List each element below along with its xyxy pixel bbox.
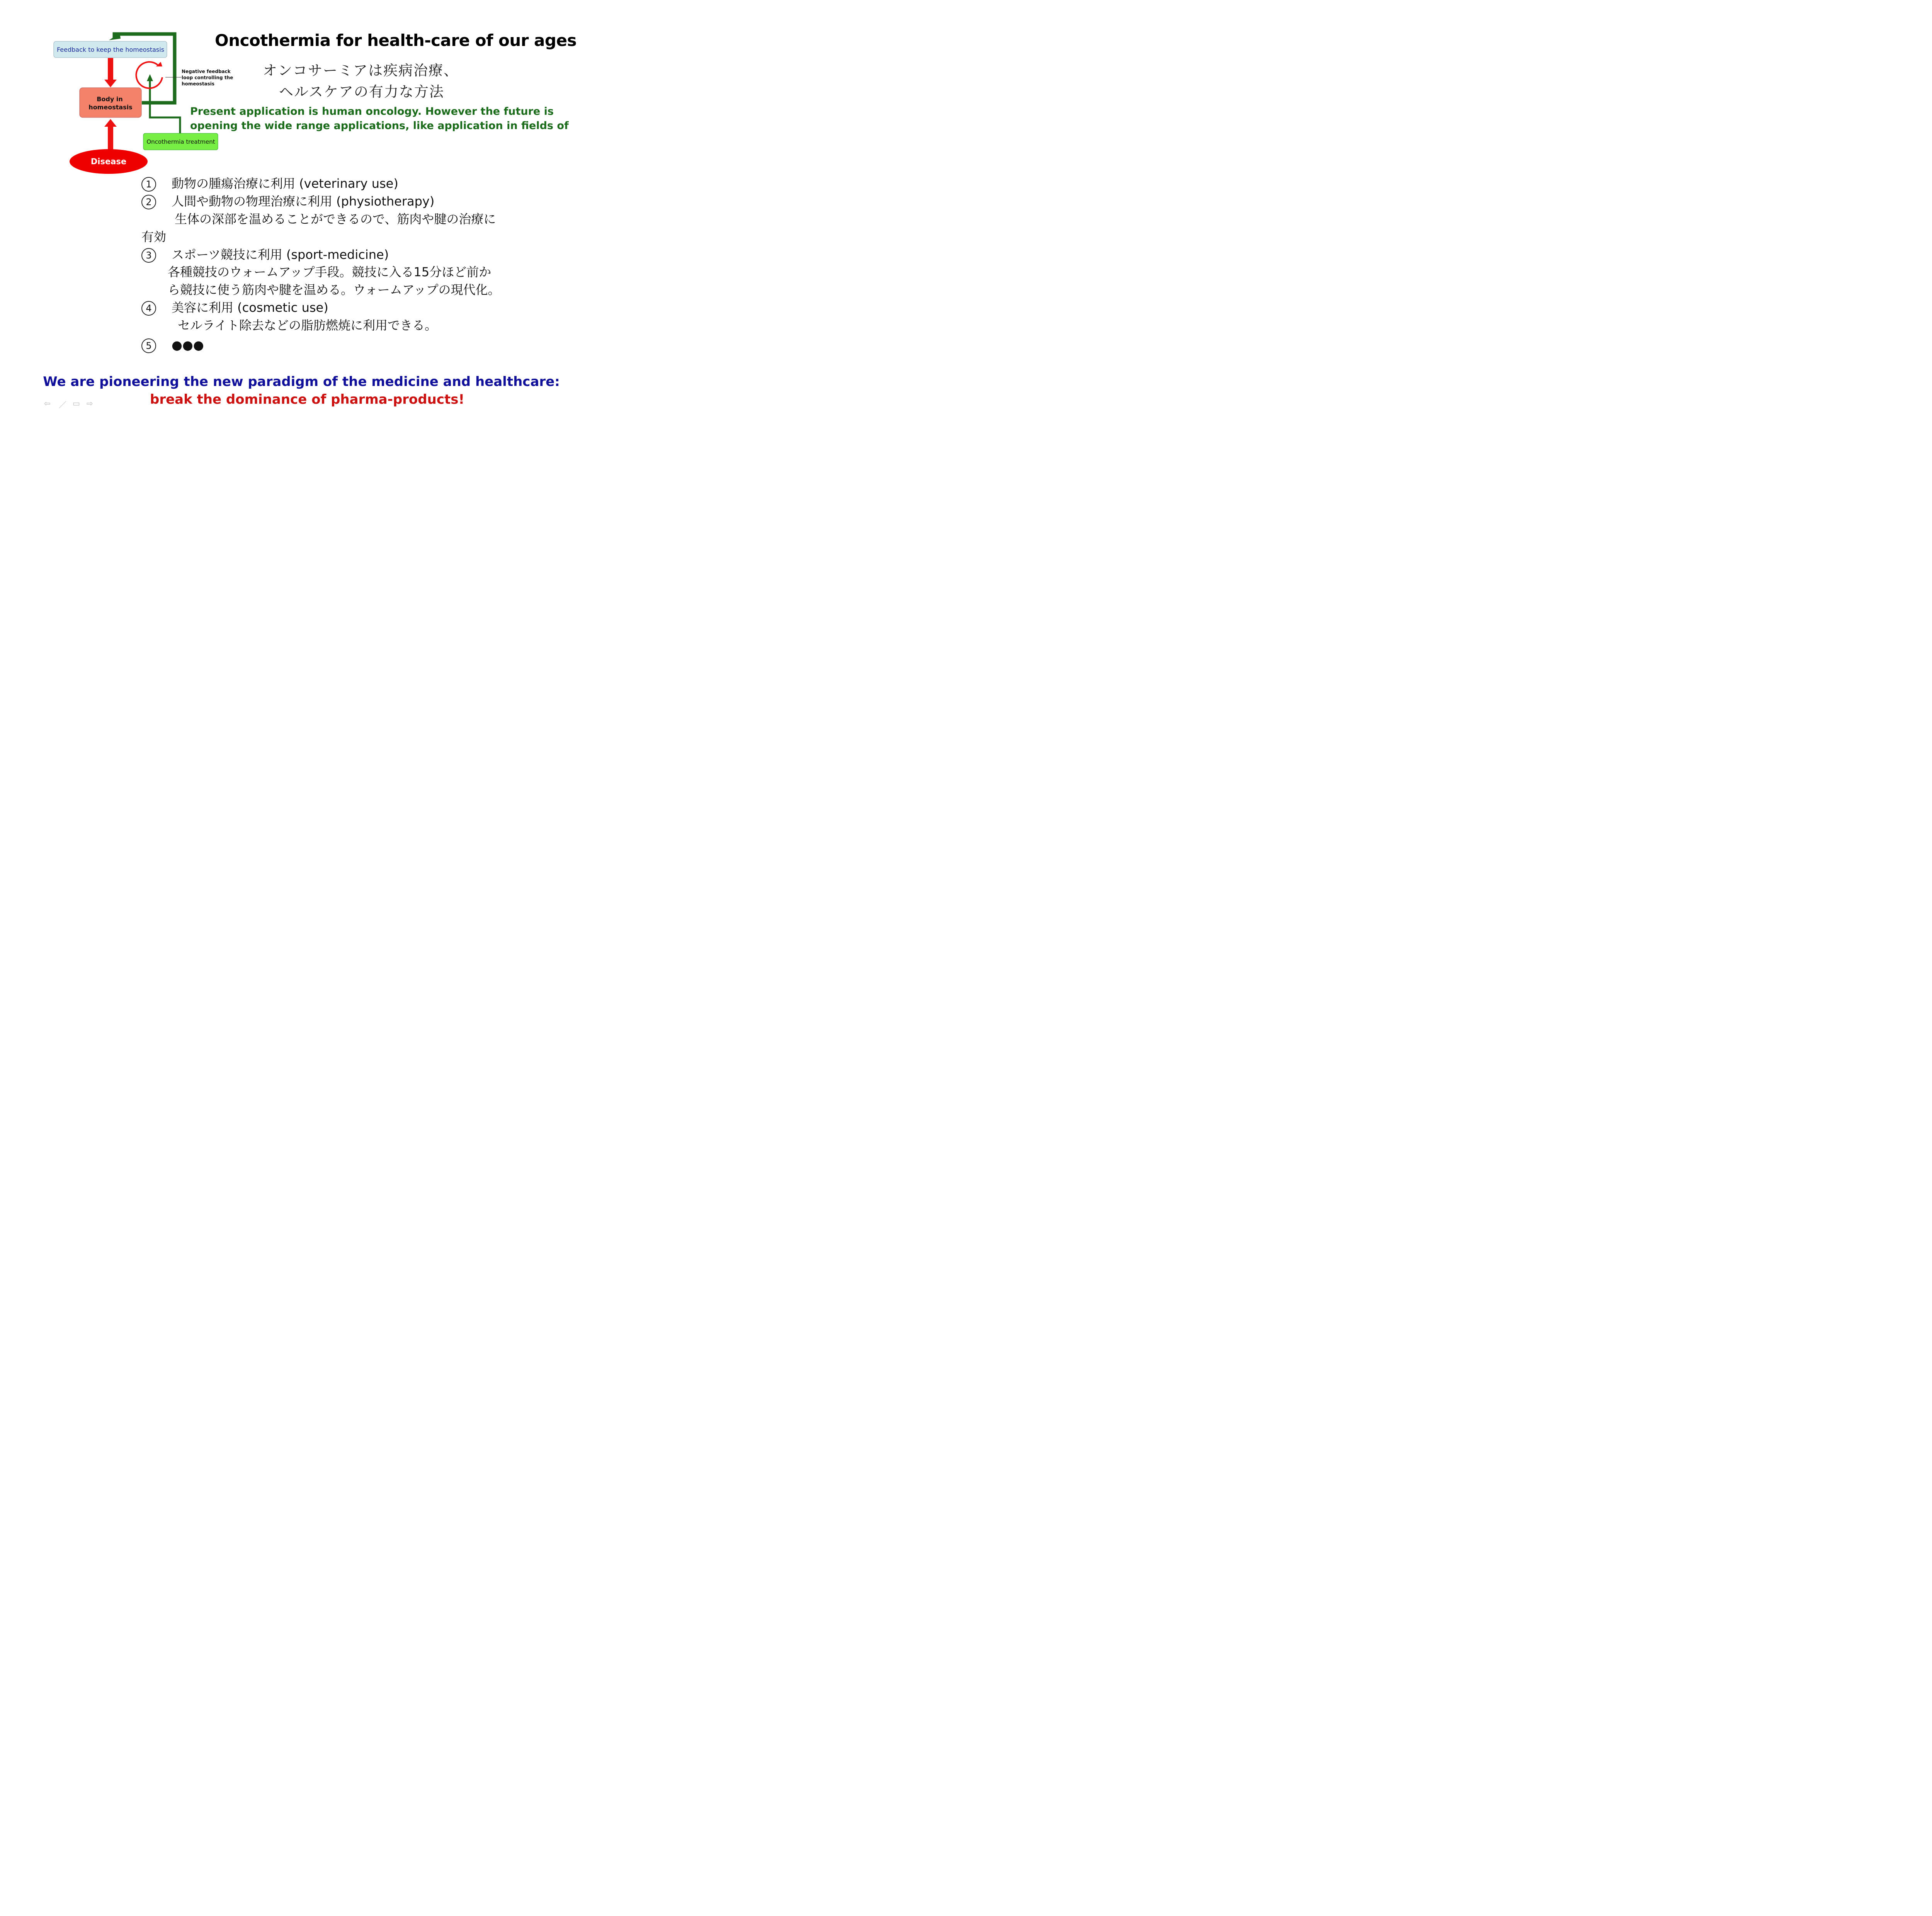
body-box-line2: homeostasis	[88, 104, 133, 111]
list-item-5	[141, 338, 204, 353]
arrow-left-icon[interactable]: ⇦	[44, 399, 51, 408]
subtitle-jp-line1: オンコサーミアは疾病治療、	[263, 62, 459, 79]
item-text: 美容に利用 (cosmetic use)	[172, 300, 328, 315]
item-number: 1	[141, 177, 156, 192]
list-subtext: ら競技に使う筋肉や腱を温める。ウォームアップの現代化。	[168, 282, 500, 297]
homeostasis-diagram	[0, 0, 240, 182]
item-text: 動物の腫瘍治療に利用 (veterinary use)	[172, 176, 398, 191]
slide-title: Oncothermia for health-care of our ages	[215, 31, 577, 50]
item-number: 4	[141, 301, 156, 316]
list-item-1	[141, 174, 398, 192]
body-box-line1: Body in	[97, 95, 123, 103]
list-subtext: セルライト除去などの脂肪燃焼に利用できる。	[178, 318, 437, 333]
list-subtext: 各種競技のウォームアップ手段。競技に入る15分ほど前か	[168, 265, 492, 279]
treatment-arrowhead	[147, 74, 153, 81]
item-text: ●●●	[172, 338, 204, 352]
list-subtext: 有効	[141, 230, 167, 244]
list-item-2	[141, 192, 434, 209]
footer-callout: break the dominance of pharma-products!	[150, 392, 464, 407]
item-text: スポーツ競技に利用 (sport-medicine)	[172, 247, 389, 262]
treatment-box-label: Oncothermia treatment	[146, 138, 215, 145]
item-text: 人間や動物の物理治療に利用 (physiotherapy)	[172, 194, 435, 209]
list-item-4	[141, 298, 328, 316]
down-arrow	[104, 80, 117, 87]
application-text-line2: opening the wide range applications, like application in fields of	[190, 120, 569, 132]
feedback-box-label: Feedback to keep the homeostasis	[56, 46, 165, 53]
subtitle-jp-line2: ヘルスケアの有力な方法	[279, 83, 444, 100]
application-text	[190, 104, 569, 133]
menu-icon[interactable]: ▭	[73, 399, 80, 408]
disease-label: Disease	[90, 157, 127, 166]
pen-icon[interactable]: ／	[59, 400, 66, 410]
item-number: 5	[141, 338, 156, 353]
application-text-line1: Present application is human oncology. However the future is	[190, 105, 554, 117]
list-subtext: 生体の深部を温めることができるので、筋肉や腱の治療に	[175, 212, 496, 226]
arrow-right-icon[interactable]: ⇨	[87, 399, 93, 408]
loop-note-line2: loop controlling the	[182, 75, 233, 80]
item-number: 3	[141, 248, 156, 263]
list-item-3	[141, 245, 389, 263]
footer-statement: We are pioneering the new paradigm of the medicine and healthcare:	[43, 374, 560, 389]
loop-note-line3: homeostasis	[182, 81, 215, 87]
item-number: 2	[141, 195, 156, 209]
up-arrow	[104, 119, 117, 127]
loop-note-line1: Negative feedback	[182, 69, 231, 74]
